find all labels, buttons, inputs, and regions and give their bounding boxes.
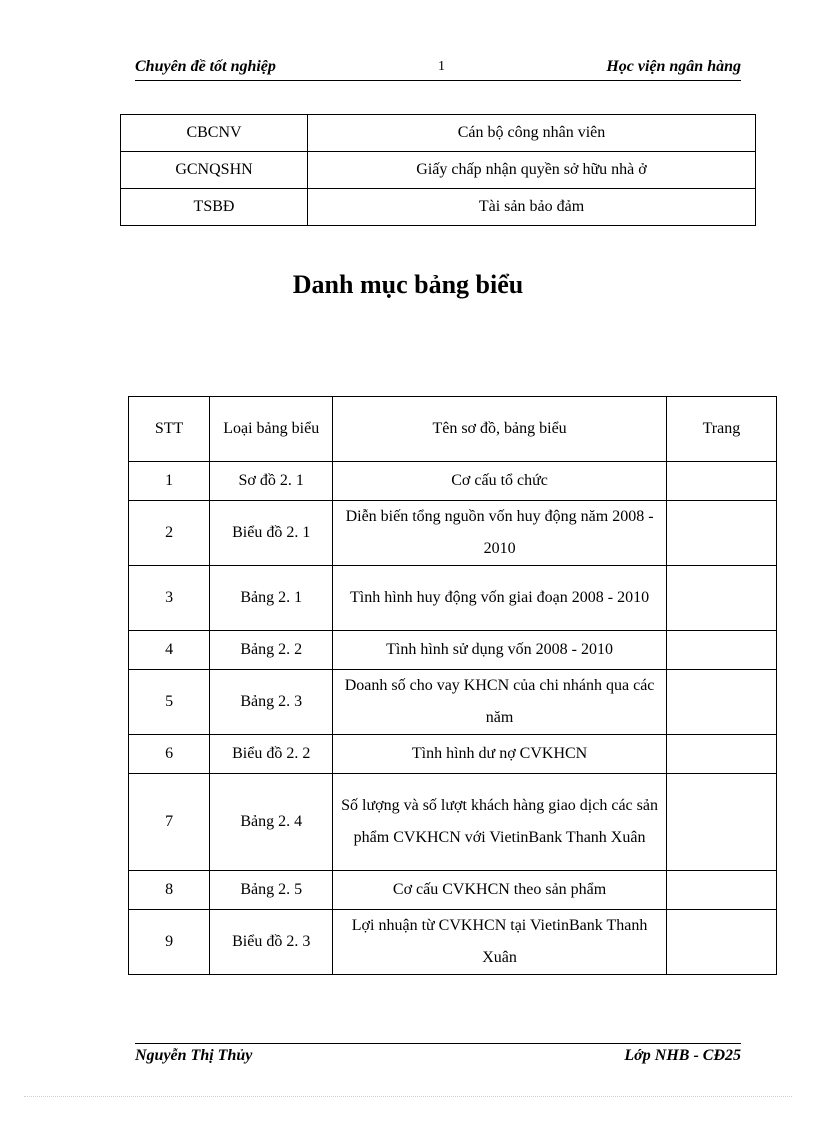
row-page: [666, 774, 776, 871]
row-type: Bảng 2. 3: [210, 670, 333, 735]
row-type: Biểu đồ 2. 1: [210, 501, 333, 566]
header-page: Trang: [666, 397, 776, 462]
table-row: [129, 910, 777, 975]
abbreviation-code: CBCNV: [121, 115, 308, 152]
abbreviation-code: GCNQSHN: [121, 152, 308, 189]
row-page: [666, 670, 776, 735]
table-row: [129, 631, 777, 670]
row-name: Diễn biến tổng nguồn vốn huy động năm 2008 - 2010: [333, 501, 667, 566]
page-footer: [135, 1043, 741, 1070]
page-header: [135, 56, 741, 81]
row-stt: 4: [129, 631, 210, 670]
abbreviation-meaning: Tài sản bảo đảm: [308, 189, 756, 226]
list-of-tables: [128, 396, 777, 975]
row-stt: 1: [129, 462, 210, 501]
row-name: Cơ cấu CVKHCN theo sản phẩm: [333, 871, 667, 910]
row-name: Lợi nhuận từ CVKHCN tại VietinBank Thanh Xuân: [333, 910, 667, 975]
row-page: [666, 462, 776, 501]
row-type: Bảng 2. 5: [210, 871, 333, 910]
footer-author: Nguyễn Thị Thủy: [135, 1047, 253, 1064]
row-type: Biểu đồ 2. 2: [210, 735, 333, 774]
section-title: Danh mục bảng biểu: [292, 270, 524, 299]
table-row: [129, 670, 777, 735]
abbreviation-code: TSBĐ: [121, 189, 308, 226]
table-row: [129, 566, 777, 631]
table-row: [129, 774, 777, 871]
row-type: Bảng 2. 2: [210, 631, 333, 670]
row-name: Tình hình huy động vốn giai đoạn 2008 - 2010: [333, 566, 667, 631]
table-row: [121, 189, 756, 226]
row-stt: 7: [129, 774, 210, 871]
row-type: Bảng 2. 4: [210, 774, 333, 871]
row-type: Bảng 2. 1: [210, 566, 333, 631]
table-row: [129, 871, 777, 910]
page-number: 1: [438, 59, 445, 74]
abbreviation-meaning: Cán bộ công nhân viên: [308, 115, 756, 152]
row-type: Biểu đồ 2. 3: [210, 910, 333, 975]
abbreviation-meaning: Giấy chấp nhận quyền sở hữu nhà ở: [308, 152, 756, 189]
header-name: Tên sơ đồ, bảng biểu: [333, 397, 667, 462]
row-page: [666, 631, 776, 670]
row-stt: 2: [129, 501, 210, 566]
abbreviations-table: [120, 114, 756, 226]
row-name: Tình hình dư nợ CVKHCN: [333, 735, 667, 774]
page-bottom-divider: [24, 1096, 792, 1097]
row-type: Sơ đồ 2. 1: [210, 462, 333, 501]
table-row: [121, 115, 756, 152]
row-name: Doanh số cho vay KHCN của chi nhánh qua các năm: [333, 670, 667, 735]
row-stt: 5: [129, 670, 210, 735]
row-stt: 9: [129, 910, 210, 975]
header-stt: STT: [129, 397, 210, 462]
table-row: [121, 152, 756, 189]
header-document-type: Chuyên đề tốt nghiệp: [135, 58, 276, 75]
row-stt: 3: [129, 566, 210, 631]
row-page: [666, 735, 776, 774]
row-stt: 8: [129, 871, 210, 910]
footer-class: Lớp NHB - CĐ25: [624, 1047, 741, 1064]
header-type: Loại bảng biểu: [210, 397, 333, 462]
row-page: [666, 871, 776, 910]
row-page: [666, 566, 776, 631]
header-institution: Học viện ngân hàng: [606, 58, 741, 75]
row-page: [666, 910, 776, 975]
row-name: Tình hình sử dụng vốn 2008 - 2010: [333, 631, 667, 670]
row-stt: 6: [129, 735, 210, 774]
table-header-row: [129, 397, 777, 462]
row-name: Cơ cấu tổ chức: [333, 462, 667, 501]
table-row: [129, 501, 777, 566]
table-row: [129, 462, 777, 501]
table-row: [129, 735, 777, 774]
row-page: [666, 501, 776, 566]
row-name: Số lượng và số lượt khách hàng giao dịch các sản phẩm CVKHCN với VietinBank Thanh Xuân: [333, 774, 667, 871]
